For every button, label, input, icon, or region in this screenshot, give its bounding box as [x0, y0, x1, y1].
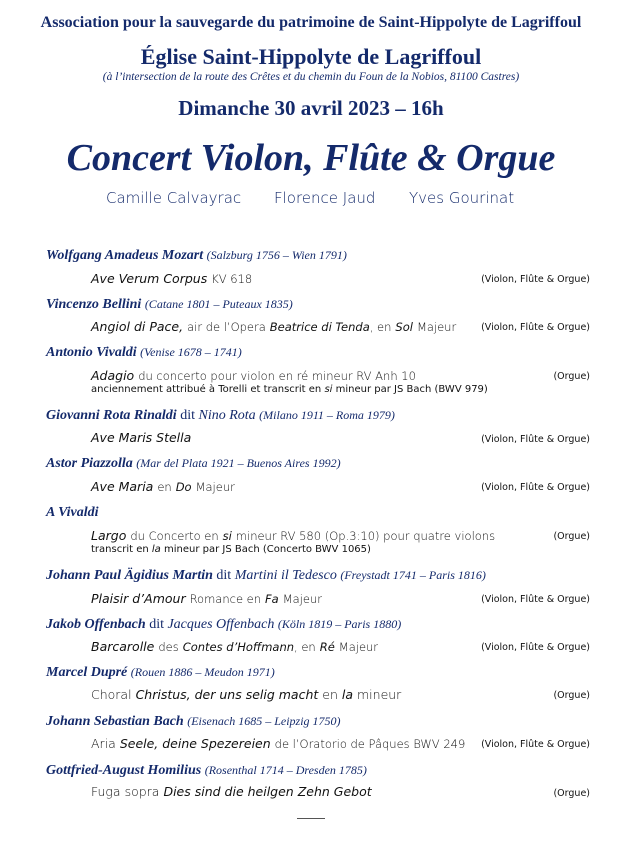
composer-line	[46, 665, 275, 681]
performer-name: Yves Gourinat	[409, 189, 515, 207]
opera-title: Beatrice di Tenda	[269, 320, 370, 334]
work-key: Do	[175, 480, 192, 494]
composer-line	[46, 568, 486, 584]
instrumentation: (Orgue)	[553, 690, 590, 701]
work-text: Majeur	[416, 320, 457, 334]
work-line	[91, 687, 401, 702]
note-key: si	[324, 384, 333, 395]
work-title: Barcarolle	[91, 639, 155, 654]
work-line	[91, 591, 322, 606]
composer-line	[46, 617, 401, 633]
work-title: Seele, deine Spezereien	[119, 736, 271, 751]
composer-life: (Köln 1819 – Paris 1880)	[277, 617, 402, 631]
composer-life: (Venise 1678 – 1741)	[140, 345, 242, 359]
instrumentation: (Violon, Flûte & Orgue)	[481, 642, 590, 653]
work-text: du Concerto en	[130, 529, 219, 543]
work-title: Plaisir d’Amour	[91, 591, 186, 606]
instrumentation: (Orgue)	[553, 788, 590, 799]
composer-line	[46, 248, 347, 264]
instrumentation: (Violon, Flûte & Orgue)	[481, 274, 590, 285]
composer-name: Johann Sebastian Bach	[46, 714, 184, 729]
end-separator	[297, 818, 325, 819]
work-text: , en	[369, 320, 392, 334]
opera-title: Contes d’Hoffmann	[182, 640, 295, 654]
composer-life: (Milano 1911 – Roma 1979)	[259, 408, 395, 422]
work-text: mineur	[357, 687, 402, 702]
church-address: (à l’intersection de la route des Crêtes et du chemin du Foun de la Nobios, 81100 Castres)	[102, 71, 520, 83]
work-line	[91, 784, 372, 799]
composer-line	[46, 456, 341, 472]
work-text: Romance en	[189, 592, 262, 606]
composer-line	[46, 714, 341, 730]
instrumentation: (Orgue)	[553, 371, 590, 382]
work-line	[91, 319, 456, 334]
work-text: Majeur	[338, 640, 379, 654]
work-text: air de l’Opera	[187, 320, 266, 334]
composer-life: (Rosenthal 1714 – Dresden 1785)	[204, 763, 367, 777]
composer-life: (Rouen 1886 – Meudon 1971)	[130, 665, 275, 679]
work-note	[91, 544, 371, 555]
composer-life: (Mar del Plata 1921 – Buenos Aires 1992)	[136, 456, 341, 470]
composer-line	[46, 763, 367, 779]
performer-name: Camille Calvayrac	[106, 189, 242, 207]
instrumentation: (Violon, Flûte & Orgue)	[481, 594, 590, 605]
work-title: Dies sind die heilgen Zehn Gebot	[163, 784, 372, 799]
work-text: Majeur	[282, 592, 322, 606]
composer-name: A Vivaldi	[46, 505, 99, 520]
composer-line	[46, 408, 395, 424]
instrumentation: (Violon, Flûte & Orgue)	[481, 322, 590, 333]
composer-name: Johann Paul Ägidius Martin	[46, 568, 213, 583]
note-key: la	[151, 544, 161, 555]
composer-alias: Nino Rota	[198, 408, 256, 423]
work-line	[91, 368, 416, 383]
composer-name: Vincenzo Bellini	[46, 297, 142, 312]
work-text: du concerto pour violon en ré mineur RV Anh 10	[138, 369, 416, 383]
work-text: de l’Oratorio de Pâques BWV 249	[274, 737, 466, 751]
work-catalog: KV 618	[211, 272, 253, 286]
composer-name: Gottfried-August Homilius	[46, 763, 202, 778]
work-title: Largo	[91, 528, 127, 543]
composer-dit: dit	[149, 617, 164, 632]
composer-name: Antonio Vivaldi	[46, 345, 137, 360]
work-line	[91, 479, 235, 494]
note-text: mineur par JS Bach (BWV 979)	[335, 384, 488, 395]
work-key: la	[341, 687, 354, 702]
instrumentation: (Violon, Flûte & Orgue)	[481, 434, 590, 445]
performers	[0, 189, 622, 211]
work-text: Majeur	[195, 480, 235, 494]
work-text: en	[157, 480, 172, 494]
composer-name: Giovanni Rota Rinaldi	[46, 408, 177, 423]
composer-life: (Salzburg 1756 – Wien 1791)	[206, 248, 347, 262]
work-text: Fuga sopra	[91, 784, 160, 799]
concert-date: Dimanche 30 avril 2023 – 16h	[178, 96, 444, 120]
work-text: mineur RV 580 (Op.3:10) pour quatre violons	[235, 529, 496, 543]
composer-dit: dit	[216, 568, 232, 583]
composer-name: Astor Piazzolla	[46, 456, 133, 471]
composer-life: (Eisenach 1685 – Leipzig 1750)	[187, 714, 341, 728]
composer-alias: Jacques Offenbach	[167, 617, 275, 632]
work-line	[91, 639, 378, 654]
work-title: Angiol di Pace,	[91, 319, 184, 334]
work-text: Aria	[91, 736, 116, 751]
work-text: Choral	[91, 687, 132, 702]
instrumentation: (Orgue)	[553, 531, 590, 542]
composer-name: Wolfgang Amadeus Mozart	[46, 248, 204, 263]
work-line	[91, 430, 191, 445]
composer-name: Jakob Offenbach	[46, 617, 146, 632]
work-text: , en	[294, 640, 316, 654]
work-title: Adagio	[91, 368, 135, 383]
instrumentation: (Violon, Flûte & Orgue)	[481, 739, 590, 750]
composer-alias: Martini il Tedesco	[234, 568, 337, 583]
church-name: Église Saint-Hippolyte de Lagriffoul	[140, 44, 482, 69]
performer-name: Florence Jaud	[274, 189, 376, 207]
work-text: des	[158, 640, 179, 654]
composer-dit: dit	[180, 408, 195, 423]
composer-life: (Catane 1801 – Puteaux 1835)	[144, 297, 293, 311]
association-name: Association pour la sauvegarde du patrimoine de Saint-Hippolyte de Lagriffoul	[40, 14, 582, 31]
composer-line	[46, 345, 242, 361]
note-text: anciennement attribué à Torelli et transcrit en	[91, 384, 322, 395]
work-title: Ave Maris Stella	[91, 430, 192, 445]
concert-title: Concert Violon, Flûte & Orgue	[66, 137, 556, 179]
work-line	[91, 271, 252, 286]
work-title: Christus, der uns selig macht	[135, 687, 319, 702]
note-text: transcrit en	[91, 544, 149, 555]
work-key: Ré	[319, 640, 335, 654]
work-key: Fa	[265, 592, 279, 606]
work-title: Ave Verum Corpus	[91, 271, 208, 286]
work-key: Sol	[395, 320, 413, 334]
instrumentation: (Violon, Flûte & Orgue)	[481, 482, 590, 493]
work-line	[91, 528, 495, 543]
note-text: mineur par JS Bach (Concerto BWV 1065)	[163, 544, 371, 555]
composer-life: (Freystadt 1741 – Paris 1816)	[340, 568, 486, 582]
composer-name: Marcel Dupré	[46, 665, 128, 680]
composer-line	[46, 297, 293, 313]
composer-line	[46, 505, 99, 521]
work-key: si	[222, 529, 232, 543]
work-text: en	[322, 687, 338, 702]
work-line	[91, 736, 465, 751]
work-title: Ave Maria	[91, 479, 154, 494]
work-note	[91, 384, 488, 395]
